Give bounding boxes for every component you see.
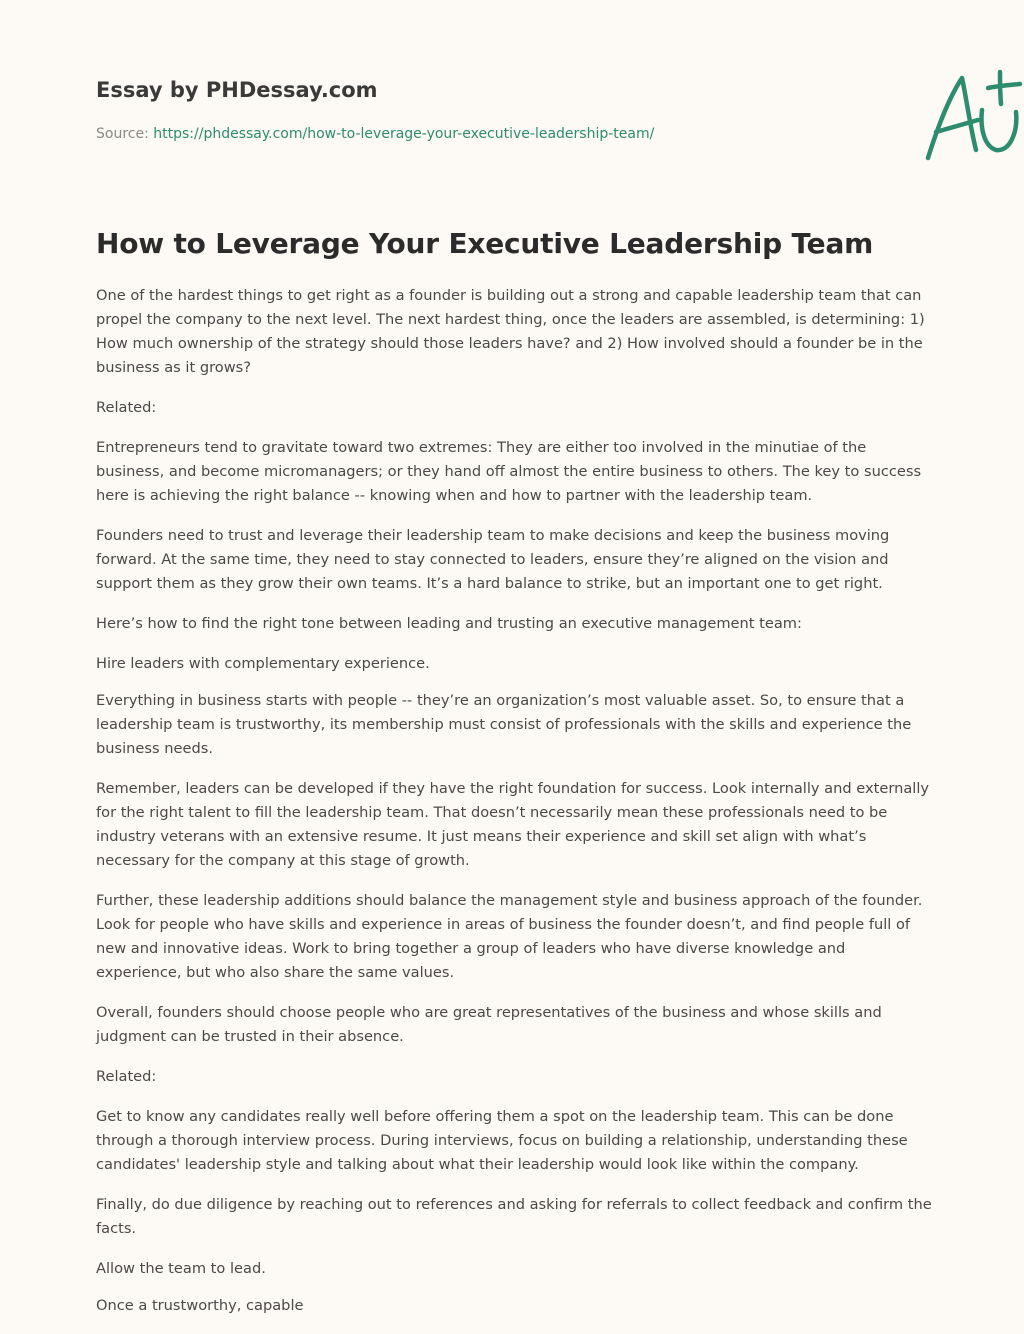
paragraph: One of the hardest things to get right as a founder is building out a strong and capable leadership team that can propel the company to the next level. The next hardest thing, once the leaders are assembled, is determining: 1) How much ownership of the strategy should those leaders have? and 2) How involved should a founder be in the business as it grows?: [96, 287, 925, 376]
source-label: Source:: [96, 126, 149, 142]
paragraph: Remember, leaders can be developed if they have the right foundation for success. Look internally and externally for the right talent to fill the leadership team. That doesn’t necessarily mean these professionals need to be industry veterans with an extensive resume. It just means their experience and skill set align with what’s necessary for the company at this stage of growth.: [96, 780, 930, 869]
related-label: Related:: [96, 399, 157, 416]
paragraph: Finally, do due diligence by reaching out to references and asking for referrals to collect feedback and confirm the facts.: [96, 1196, 932, 1237]
essay-body: [96, 284, 932, 1334]
source-link[interactable]: https://phdessay.com/how-to-leverage-your-executive-leadership-team/: [153, 126, 655, 142]
section-heading: Hire leaders with complementary experience.: [96, 655, 430, 672]
paragraph: Further, these leadership additions should balance the management style and business approach of the founder. Look for people who have skills and experience in areas of business the founder doesn’t, and find people full of new and innovative ideas. Work to bring together a group of leaders who have diverse knowledge and experience, but who also share the same values.: [96, 892, 923, 981]
paragraph: Everything in business starts with people -- they’re an organization’s most valuable asset. So, to ensure that a leadership team is trustworthy, its membership must consist of professionals with the skills and experience the business needs.: [96, 692, 912, 757]
paragraph: Founders need to trust and leverage their leadership team to make decisions and keep the business moving forward. At the same time, they need to stay connected to leaders, ensure they’re aligned on the vision and support them as they grow their own teams. It’s a hard balance to strike, but an important one to get right.: [96, 527, 890, 592]
paragraph: Once a trustworthy, capable: [96, 1297, 304, 1314]
paragraph: Entrepreneurs tend to gravitate toward two extremes: They are either too involved in the minutiae of the business, and become micromanagers; or they hand off almost the entire business to others. The key to success here is achieving the right balance -- knowing when and how to partner with the leadership team.: [96, 439, 922, 504]
paragraph: Overall, founders should choose people who are great representatives of the business and whose skills and judgment can be trusted in their absence.: [96, 1004, 882, 1045]
related-label: Related:: [96, 1068, 157, 1085]
site-brand: Essay by PHDessay.com: [96, 78, 378, 102]
paragraph: Here’s how to find the right tone between leading and trusting an executive management team:: [96, 615, 802, 632]
section-heading: Allow the team to lead.: [96, 1260, 266, 1277]
source-line: [96, 124, 654, 144]
a-plus-logo-icon: [916, 66, 1024, 166]
paragraph: Get to know any candidates really well before offering them a spot on the leadership team. This can be done through a thorough interview process. During interviews, focus on building a relationship, understanding these candidates' leadership style and talking about what their leadership would look like within the company.: [96, 1108, 908, 1173]
essay-title: How to Leverage Your Executive Leadership Team: [96, 227, 874, 260]
